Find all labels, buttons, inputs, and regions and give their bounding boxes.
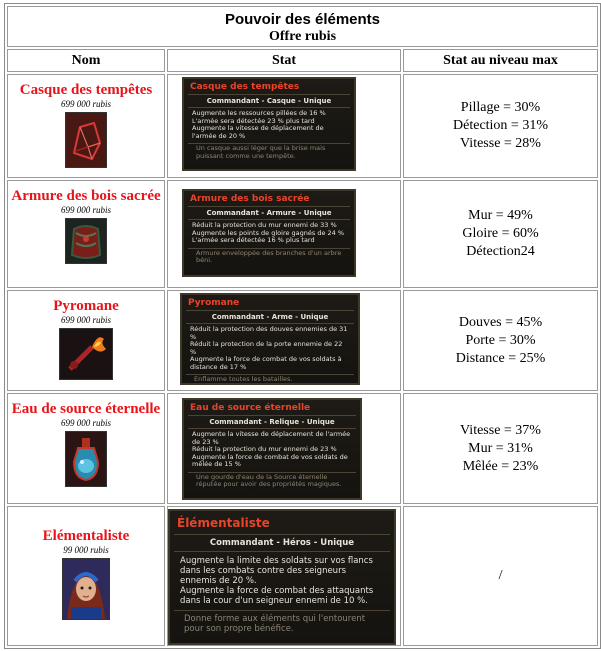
pyromaniac-weapon-icon [59, 328, 113, 380]
max-stat-line: Mur = 49% [468, 208, 533, 223]
tooltip-effects [170, 552, 394, 608]
tooltip-effect-line: Augmente la limite des soldats sur vos flancs dans les combats contre des seigneurs ennemis de 20 %. [180, 556, 373, 586]
tooltip-effect-line: Réduit la protection du mur ennemi de 33 % [192, 221, 337, 229]
tooltip-effect-line: Augmente les points de gloire gagnés de 24 % [192, 228, 345, 237]
sacred-wood-armor-icon [65, 218, 107, 264]
tooltip-title: Eau de source éternelle [190, 403, 311, 413]
tooltip-effect-line: Augmente la force de combat de vos soldats de mêlée de 15 % [192, 452, 348, 468]
item-name: Casque des tempêtes [19, 82, 153, 98]
tooltip-effects [184, 429, 360, 470]
max-stat-line: Gloire = 60% [462, 226, 539, 241]
tooltip-flavor: Enflamme toutes les batailles. [186, 374, 354, 387]
item-name: Eau de source éternelle [11, 401, 161, 417]
max-stat-line: Douves = 45% [458, 314, 543, 330]
tooltip-title: Casque des tempêtes [190, 82, 300, 92]
column-header-name: Nom [7, 49, 165, 72]
max-stat-line: / [498, 568, 503, 583]
tooltip-effect-line: Réduit la protection de la porte ennemie de 22 % [190, 340, 343, 356]
table-row [7, 506, 598, 646]
tooltip-effects [184, 108, 354, 141]
max-stat-cell [403, 506, 598, 646]
tooltip-subtitle: Commandant - Relique - Unique [188, 415, 356, 429]
table-row [7, 180, 598, 288]
max-stat-line: Détection24 [466, 244, 535, 259]
elementalist-portrait-icon [62, 558, 110, 620]
tooltip-flavor: Armure enveloppée des branches d'un arbre béni. [188, 248, 350, 268]
max-stat-line: Pillage = 30% [460, 100, 541, 115]
tooltip-effects [184, 220, 354, 246]
item-price: 699 000 rubis [60, 99, 111, 109]
max-stat-cell [403, 180, 598, 288]
column-header-max: Stat au niveau max [403, 49, 598, 72]
item-tooltip [168, 509, 396, 645]
max-stat-line: Détection = 31% [453, 118, 548, 133]
tooltip-flavor: Un casque aussi léger que la brise mais puissant comme une tempête. [188, 143, 350, 163]
tooltip-effect-line: Augmente les ressources pillées de 16 % [192, 109, 326, 117]
storm-helmet-icon [65, 112, 107, 168]
tooltip-title: Armure des bois sacrée [190, 194, 310, 204]
max-stat-line: Vitesse = 37% [460, 422, 541, 438]
item-name-cell [7, 290, 165, 391]
max-stat-cell [403, 290, 598, 391]
item-name: Elémentaliste [42, 528, 130, 544]
max-stat-line: Porte = 30% [465, 332, 536, 348]
tooltip-effects [182, 324, 358, 372]
tooltip-flavor: Une gourde d'eau de la Source éternelle réputée pour avoir des propriétés magiques. [188, 472, 356, 492]
table-header [7, 6, 598, 47]
tooltip-subtitle: Commandant - Héros - Unique [174, 534, 390, 552]
item-name-cell [7, 506, 165, 646]
item-price: 99 000 rubis [63, 545, 109, 555]
tooltip-subtitle: Commandant - Casque - Unique [188, 94, 350, 108]
tooltip-effect-line: Augmente la vitesse de déplacement de l'armée de 23 % [192, 430, 351, 446]
item-tooltip [182, 398, 362, 500]
max-stat-line: Vitesse = 28% [460, 136, 541, 151]
tooltip-effect-line: Augmente la vitesse de déplacement de l'armée de 20 % [192, 124, 324, 140]
max-stat-cell [403, 74, 598, 178]
item-tooltip [180, 293, 360, 385]
tooltip-effect-line: Augmente la force de combat de vos soldats à distance de 17 % [190, 355, 342, 371]
item-name-cell [7, 74, 165, 178]
tooltip-subtitle: Commandant - Arme - Unique [186, 310, 354, 324]
tooltip-subtitle: Commandant - Armure - Unique [188, 206, 350, 220]
max-stat-line: Mur = 31% [468, 440, 533, 456]
item-tooltip [182, 189, 356, 277]
eternal-spring-water-icon [65, 431, 107, 487]
item-name: Armure des bois sacrée [11, 188, 161, 204]
tooltip-title: Pyromane [188, 298, 240, 308]
item-tooltip [182, 77, 356, 171]
page-subtitle: Offre rubis [269, 29, 337, 44]
max-stat-line: Distance = 25% [455, 350, 546, 366]
max-stat-cell [403, 393, 598, 504]
item-price: 699 000 rubis [60, 205, 111, 215]
item-name: Pyromane [53, 298, 119, 314]
tooltip-effect-line: L'armée sera détectée 23 % plus tard [192, 116, 315, 125]
table-row [7, 393, 598, 504]
tooltip-flavor: Donne forme aux éléments qui l'entourent pour son propre bénéfice. [174, 610, 390, 638]
table-row [7, 290, 598, 391]
item-name-cell [7, 180, 165, 288]
max-stat-line: Mêlée = 23% [462, 458, 539, 474]
column-header-stat: Stat [167, 49, 401, 72]
item-price: 699 000 rubis [60, 315, 111, 325]
elements-power-table [4, 3, 601, 649]
tooltip-effect-line: Augmente la force de combat des attaquants dans la cour d'un seigneur ennemi de 10 %. [180, 586, 374, 606]
tooltip-effect-line: L'armée sera détectée 16 % plus tard [192, 236, 315, 244]
tooltip-effect-line: Réduit la protection des douves ennemies de 31 % [190, 325, 348, 341]
page-title: Pouvoir des éléments [224, 11, 381, 28]
table-row [7, 74, 598, 178]
item-name-cell [7, 393, 165, 504]
tooltip-title: Élémentaliste [177, 516, 270, 530]
tooltip-effect-line: Réduit la protection du mur ennemi de 23 % [192, 445, 337, 453]
item-price: 699 000 rubis [60, 418, 111, 428]
